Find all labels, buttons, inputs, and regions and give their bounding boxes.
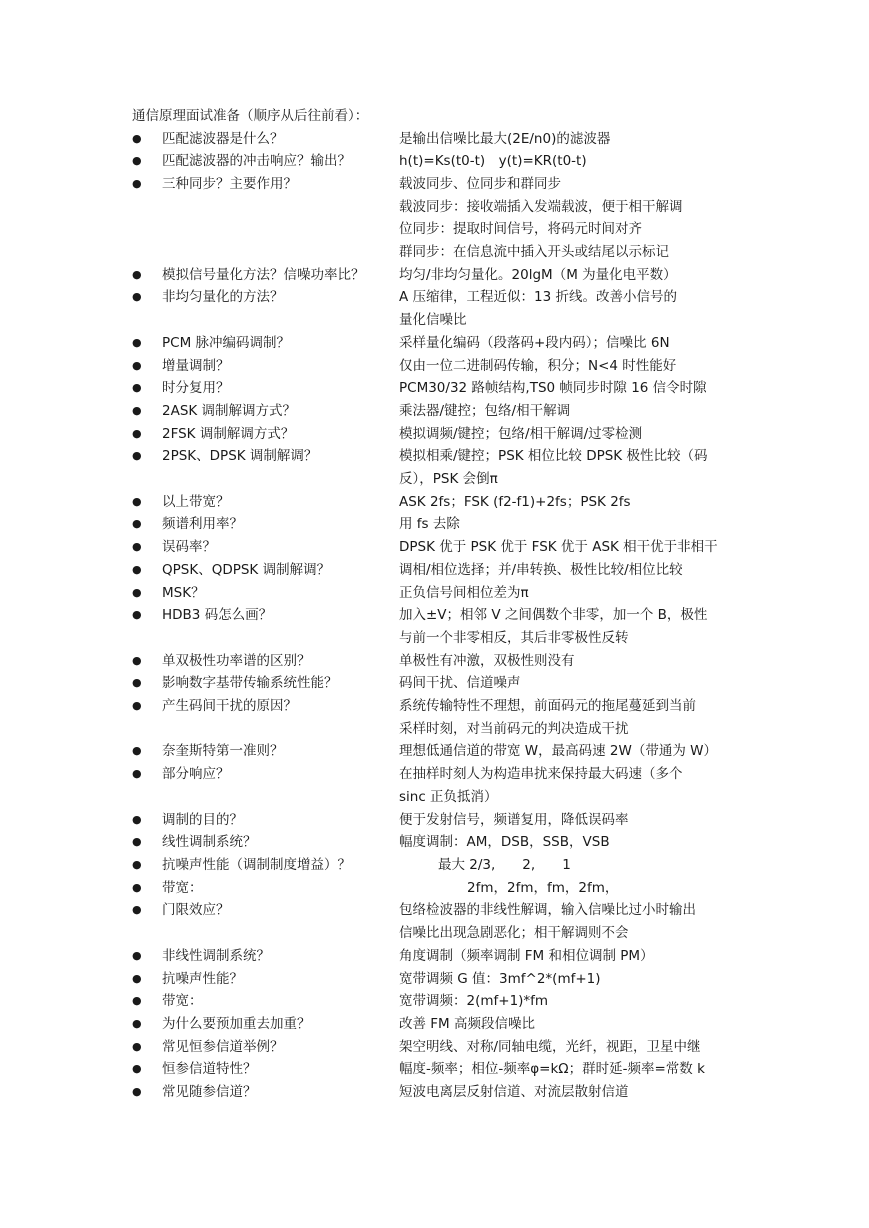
answer-line: 用 fs 去除 (399, 516, 460, 533)
answer-text (399, 1013, 742, 1036)
answer-line: 理想低通信道的带宽 W，最高码速 2W（带通为 W） (399, 743, 718, 760)
qa-item (132, 355, 742, 378)
bullet-icon: ● (132, 971, 142, 985)
answer-line: DPSK 优于 PSK 优于 FSK 优于 ASK 相干优于非相干 (399, 539, 718, 556)
bullet-icon: ● (132, 994, 142, 1008)
answer-line: 载波同步、位同步和群同步 (399, 175, 561, 192)
question-text: 匹配滤波器的冲击响应？输出？ (162, 153, 351, 170)
answer-line: 架空明线、对称/同轴电缆，光纤，视距，卫星中继 (399, 1038, 701, 1055)
bullet-icon: ● (132, 1039, 142, 1053)
bullet-icon: ● (132, 585, 142, 599)
bullet-icon: ● (132, 744, 142, 758)
bullet-icon: ● (132, 835, 142, 849)
bullet-icon: ● (132, 1085, 142, 1099)
answer-text (399, 150, 742, 173)
answer-line: 调相/相位选择；并/串转换、极性比较/相位比较 (399, 561, 683, 578)
answer-line: 幅度调制：AM，DSB，SSB，VSB (399, 834, 610, 851)
bullet-icon: ● (132, 517, 142, 531)
bullet-icon: ● (132, 903, 142, 917)
question-text: 误码率？ (162, 539, 216, 556)
qa-item (132, 604, 742, 649)
answer-line: 量化信噪比 (399, 312, 467, 329)
answer-text (399, 377, 742, 400)
bullet-icon: ● (132, 358, 142, 372)
answer-line: 宽带调频：2(mf+1)*fm (399, 993, 549, 1010)
question-text: 带宽： (162, 993, 203, 1010)
question-text: 单双极性功率谱的区别？ (162, 652, 311, 669)
qa-item (132, 264, 742, 287)
bullet-icon: ● (132, 858, 142, 871)
qa-item (132, 968, 742, 991)
bullet-icon: ● (132, 540, 142, 554)
answer-text (399, 809, 742, 832)
qa-item (132, 1081, 742, 1104)
qa-item (132, 491, 742, 514)
qa-item (132, 695, 742, 740)
answer-text (399, 513, 742, 536)
answer-line: 反），PSK 会倒π (399, 471, 498, 488)
answer-line: 均匀/非均匀量化。20lgM（M 为量化电平数） (399, 266, 677, 283)
qa-item (132, 150, 742, 173)
answer-text (399, 831, 742, 854)
question-text: 常见随参信道？ (162, 1084, 257, 1101)
answer-text (399, 672, 742, 695)
answer-line: 乘法器/键控；包络/相干解调 (399, 402, 571, 419)
question-text: PCM 脉冲编码调制？ (162, 334, 291, 351)
answer-text (399, 1036, 742, 1059)
qa-item (132, 990, 742, 1013)
question-text: 影响数字基带传输系统性能？ (162, 675, 338, 692)
answer-text (399, 695, 742, 740)
qa-item (132, 945, 742, 968)
qa-item (132, 128, 742, 151)
bullet-icon: ● (132, 290, 142, 304)
answer-line: 短波电离层反射信道、对流层散射信道 (399, 1084, 629, 1101)
answer-text (399, 536, 742, 559)
qa-item (132, 877, 742, 900)
question-text: 为什么要预加重去加重？ (162, 1015, 311, 1032)
question-text: 2FSK 调制解调方式？ (162, 425, 295, 442)
qa-item (132, 650, 742, 673)
answer-line: A 压缩律，工程近似：13 折线。改善小信号的 (399, 289, 677, 306)
answer-text (399, 582, 742, 605)
answer-text (399, 286, 742, 331)
question-text: 带宽： (162, 879, 203, 896)
answer-line: 位同步：提取时间信号，将码元时间对齐 (399, 221, 642, 238)
answer-line: 在抽样时刻人为构造串扰来保持最大码速（多个 (399, 766, 683, 783)
answer-line: 单极性有冲激，双极性则没有 (399, 652, 575, 669)
question-text: 模拟信号量化方法？信噪功率比？ (162, 266, 365, 283)
qa-item (132, 672, 742, 695)
bullet-icon: ● (132, 767, 142, 781)
qa-item (132, 899, 742, 944)
question-text: QPSK、QDPSK 调制解调？ (162, 561, 331, 578)
question-text: 增量调制？ (162, 357, 230, 374)
question-text: HDB3 码怎么画？ (162, 607, 273, 624)
answer-line: 加入±V；相邻 V 之间偶数个非零，加一个 B，极性 (399, 607, 708, 624)
document-heading: 通信原理面试准备（顺序从后往前看）： (132, 108, 369, 124)
answer-text (399, 854, 742, 877)
answer-text (399, 763, 742, 808)
answer-text (399, 1081, 742, 1104)
answer-line: 群同步：在信息流中插入开头或结尾以示标记 (399, 244, 669, 261)
bullet-icon: ● (132, 494, 142, 508)
bullet-icon: ● (132, 948, 142, 962)
answer-text (399, 423, 742, 446)
answer-text (399, 559, 742, 582)
bullet-icon: ● (132, 608, 142, 622)
answer-line: PCM30/32 路帧结构,TS0 帧同步时隙 16 信令时隙 (399, 380, 707, 397)
qa-list (132, 128, 742, 1104)
answer-line: 包络检波器的非线性解调，输入信噪比过小时输出 (399, 902, 696, 919)
question-text: 常见恒参信道举例？ (162, 1038, 284, 1055)
qa-item (132, 400, 742, 423)
question-text: 时分复用？ (162, 380, 230, 397)
qa-item (132, 559, 742, 582)
bullet-icon: ● (132, 653, 142, 667)
qa-item (132, 513, 742, 536)
qa-item (132, 809, 742, 832)
question-text: 线性调制系统？ (162, 834, 257, 851)
qa-item (132, 763, 742, 808)
answer-line: 模拟相乘/键控；PSK 相位比较 DPSK 极性比较（码 (399, 448, 708, 465)
qa-item (132, 423, 742, 446)
question-text: 奈奎斯特第一准则？ (162, 743, 284, 760)
answer-line: 正负信号间相位差为π (399, 584, 529, 601)
qa-item (132, 332, 742, 355)
answer-line: 是输出信噪比最大(2E/n0)的滤波器 (399, 130, 611, 147)
question-text: 产生码间干扰的原因？ (162, 698, 297, 715)
bullet-icon: ● (132, 131, 142, 145)
question-text: 非线性调制系统？ (162, 947, 270, 964)
bullet-icon: ● (132, 267, 142, 281)
question-text: 抗噪声性能？ (162, 970, 243, 987)
question-text: 部分响应？ (162, 766, 230, 783)
answer-line: 2fm，2fm，fm，2fm， (467, 879, 619, 896)
question-text: 恒参信道特性？ (162, 1061, 257, 1078)
answer-text (399, 650, 742, 673)
answer-line: 幅度-频率；相位-频率φ=kΩ；群时延-频率=常数 k (399, 1061, 705, 1078)
answer-line: 码间干扰、信道噪声 (399, 675, 521, 692)
question-text: MSK？ (162, 584, 205, 601)
answer-line: 便于发射信号，频谱复用，降低误码率 (399, 811, 629, 828)
qa-item (132, 854, 742, 877)
answer-line: 系统传输特性不理想，前面码元的拖尾蔓延到当前 (399, 698, 696, 715)
bullet-icon: ● (132, 449, 142, 463)
answer-text (399, 400, 742, 423)
answer-text (399, 968, 742, 991)
answer-text (399, 173, 742, 264)
answer-text (399, 332, 742, 355)
bullet-icon: ● (132, 426, 142, 440)
answer-line: 改善 FM 高频段信噪比 (399, 1015, 535, 1032)
answer-line: 宽带调频 G 值：3mf^2*(mf+1) (399, 970, 601, 987)
answer-text (399, 945, 742, 968)
answer-text (399, 740, 742, 763)
qa-item (132, 445, 742, 490)
answer-line: 角度调制（频率调制 FM 和相位调制 PM） (399, 947, 654, 964)
qa-item (132, 740, 742, 763)
question-text: 2PSK、DPSK 调制解调？ (162, 448, 318, 465)
qa-item (132, 377, 742, 400)
answer-text (399, 491, 742, 514)
question-text: 以上带宽？ (162, 493, 230, 510)
bullet-icon: ● (132, 562, 142, 576)
answer-text (399, 604, 742, 649)
answer-text (399, 1058, 742, 1081)
qa-item (132, 582, 742, 605)
bullet-icon: ● (132, 381, 142, 395)
bullet-icon: ● (132, 676, 142, 690)
question-text: 门限效应？ (162, 902, 230, 919)
answer-text (399, 445, 742, 490)
bullet-icon: ● (132, 176, 142, 190)
qa-item (132, 1013, 742, 1036)
answer-text (399, 990, 742, 1013)
question-text: 三种同步？主要作用？ (162, 175, 297, 192)
answer-text (399, 877, 742, 900)
answer-line: 模拟调频/键控；包络/相干解调/过零检测 (399, 425, 643, 442)
bullet-icon: ● (132, 403, 142, 417)
answer-text (399, 128, 742, 151)
answer-line: 仅由一位二进制码传输，积分；N<4 时性能好 (399, 357, 677, 374)
answer-text (399, 264, 742, 287)
question-text: 频谱利用率？ (162, 516, 243, 533)
answer-line: ASK 2fs；FSK (f2-f1)+2fs；PSK 2fs (399, 493, 631, 510)
bullet-icon: ● (132, 880, 142, 894)
answer-line: 信噪比出现急剧恶化；相干解调则不会 (399, 925, 629, 942)
answer-text (399, 355, 742, 378)
question-text: 匹配滤波器是什么？ (162, 130, 284, 147)
answer-line: 采样量化编码（段落码+段内码）；信噪比 6N (399, 334, 670, 351)
bullet-icon: ● (132, 699, 142, 713)
answer-line: 与前一个非零相反，其后非零极性反转 (399, 629, 629, 646)
bullet-icon: ● (132, 1016, 142, 1030)
qa-item (132, 831, 742, 854)
qa-item (132, 536, 742, 559)
answer-line: sinc 正负抵消） (399, 788, 498, 805)
question-text: 抗噪声性能（调制制度增益）？ (162, 857, 351, 873)
qa-item (132, 286, 742, 331)
bullet-icon: ● (132, 1062, 142, 1076)
answer-line: h(t)=Ks(t0-t) y(t)=KR(t0-t) (399, 153, 587, 170)
qa-item (132, 1058, 742, 1081)
question-text: 非均匀量化的方法？ (162, 289, 284, 306)
question-text: 调制的目的？ (162, 811, 243, 828)
answer-line: 最大 2/3, 2, 1 (438, 857, 571, 873)
answer-line: 载波同步：接收端插入发端载波，便于相干解调 (399, 198, 683, 215)
qa-item (132, 1036, 742, 1059)
answer-line: 采样时刻，对当前码元的判决造成干扰 (399, 720, 629, 737)
answer-text (399, 899, 742, 944)
bullet-icon: ● (132, 154, 142, 168)
bullet-icon: ● (132, 335, 142, 349)
qa-item (132, 173, 742, 264)
bullet-icon: ● (132, 812, 142, 826)
question-text: 2ASK 调制解调方式？ (162, 402, 297, 419)
